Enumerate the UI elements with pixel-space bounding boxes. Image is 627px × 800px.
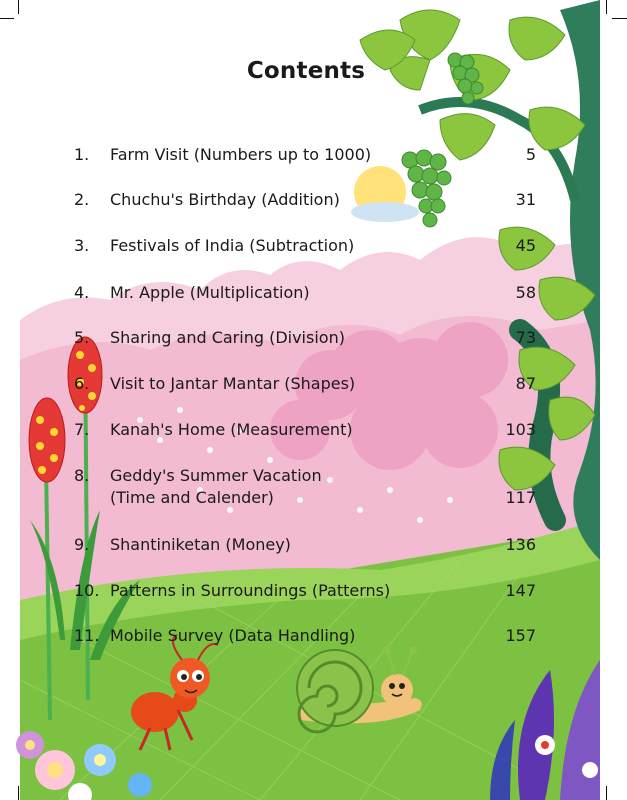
chapter-number: 6. [74,374,90,393]
page-number: 73 [515,328,536,347]
page-number: 157 [505,626,536,645]
chapter-title: Shantiniketan (Money) [110,535,291,554]
page-number: 58 [515,283,536,302]
chapter-title: Mobile Survey (Data Handling) [110,626,356,645]
chapter-title: Visit to Jantar Mantar (Shapes) [110,374,356,393]
chapter-number: 5. [74,328,90,347]
chapter-number: 1. [74,145,90,164]
page-number: 117 [505,488,536,507]
chapter-title: Festivals of India (Subtraction) [110,236,355,255]
chapter-number: 11. [74,626,100,645]
chapter-number: 2. [74,190,90,209]
chapter-title: Farm Visit (Numbers up to 1000) [110,145,372,164]
page-number: 5 [525,145,536,164]
chapter-title: Patterns in Surroundings (Patterns) [110,581,391,600]
chapter-title: Sharing and Caring (Division) [110,328,345,347]
page-number: 136 [505,535,536,554]
page-number: 87 [515,374,536,393]
page-number: 45 [515,236,536,255]
page-title: Contents [246,58,366,84]
page-number: 147 [505,581,536,600]
chapter-number: 7. [74,420,90,439]
chapter-number: 4. [74,283,90,302]
chapter-number: 3. [74,236,90,255]
chapter-title-continued: (Time and Calender) [110,488,274,507]
chapter-title: Geddy's Summer Vacation [110,466,322,485]
chapter-number: 8. [74,466,90,485]
chapter-title: Kanah's Home (Measurement) [110,420,353,439]
page-number: 31 [515,190,536,209]
page-number: 103 [505,420,536,439]
chapter-title: Mr. Apple (Multiplication) [110,283,310,302]
chapter-title: Chuchu's Birthday (Addition) [110,190,340,209]
chapter-number: 9. [74,535,90,554]
chapter-number: 10. [74,581,100,600]
